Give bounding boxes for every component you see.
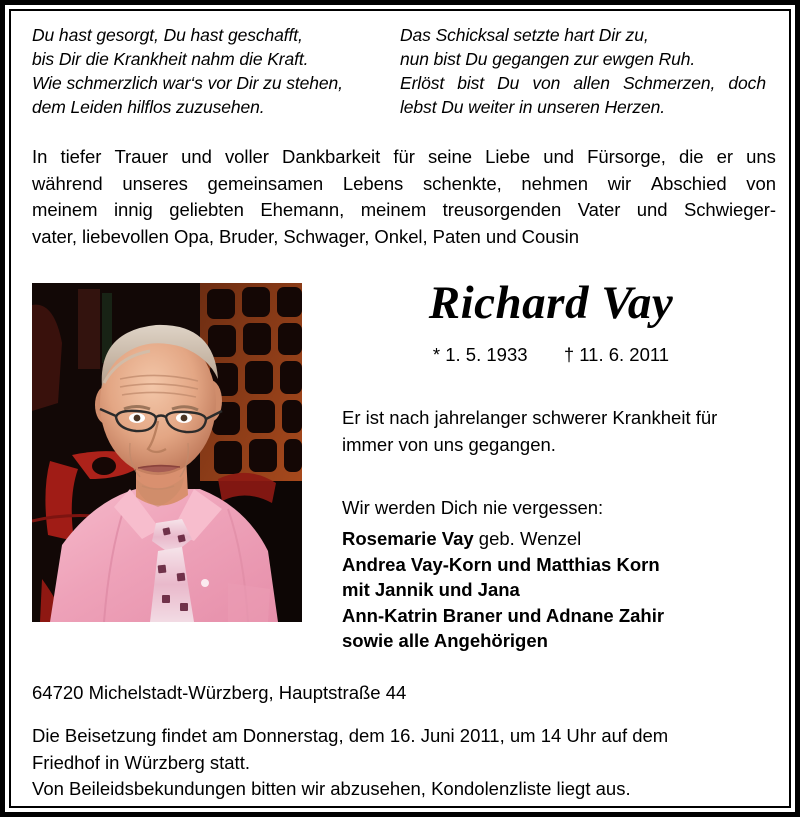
intro-paragraph (32, 144, 776, 250)
birth-symbol: * (432, 344, 441, 365)
word: treusorgenden (442, 199, 562, 220)
word: die (678, 146, 704, 167)
verse-column-left (32, 23, 400, 119)
word: seine (427, 146, 472, 167)
survivor-name: Andrea Vay-Korn und Matthias Korn (342, 553, 660, 575)
funeral-details-line-2: Friedhof in Würzberg statt. (32, 751, 250, 773)
word: uns (746, 146, 776, 167)
funeral-details (32, 723, 776, 803)
portrait-photo (32, 283, 302, 622)
word: tiefer (60, 146, 102, 167)
funeral-details-line-3: Von Beileidsbekundungen bitten wir abzusehen, Kondolenzliste liegt aus. (32, 778, 631, 799)
survivor-maiden-name: geb. Wenzel (473, 528, 582, 549)
word: für (393, 146, 415, 167)
word: Liebe (485, 146, 531, 167)
passing-statement (342, 405, 776, 458)
word: Dankbarkeit (282, 146, 381, 167)
survivor-line (342, 577, 776, 603)
word: meinem (32, 199, 98, 220)
word: Du (497, 73, 520, 93)
verse-left-line-1: Du hast gesorgt, Du hast geschafft, (32, 25, 303, 45)
word: Trauer (114, 146, 168, 167)
word: Abschied (650, 172, 727, 194)
life-dates (341, 343, 761, 367)
intro-line-4: vater, liebevollen Opa, Bruder, Schwager, Onkel, Paten und Cousin (32, 225, 579, 247)
funeral-details-line-1: Die Beisetzung findet am Donnerstag, dem 16. Juni 2011, um 14 Uhr auf dem (32, 725, 669, 746)
word: Lebens (342, 172, 404, 194)
intro-line-1 (32, 144, 776, 171)
word: Fürsorge, (587, 146, 666, 167)
death-notice-inner-frame (9, 9, 791, 808)
word: In (32, 146, 48, 167)
survivor-name: sowie alle Angehörigen (342, 630, 548, 651)
verse-left-line-3: Wie schmerzlich war‘s vor Dir zu stehen, (32, 73, 343, 93)
word: Ehemann, (260, 199, 345, 220)
word: voller (224, 146, 269, 167)
verse-right-line-1: Das Schicksal setzte hart Dir zu, (400, 25, 649, 45)
word: meinem (360, 199, 427, 220)
word: von (532, 73, 561, 93)
remembrance-heading: Wir werden Dich nie vergessen: (342, 497, 604, 518)
memorial-verses (32, 23, 774, 119)
intro-line-3 (32, 197, 776, 224)
passing-statement-line-2: immer von uns gegangen. (342, 433, 556, 455)
word: während (32, 172, 103, 194)
survivor-name: mit Jannik und Jana (342, 579, 520, 600)
survivor-line (342, 526, 776, 552)
survivors-list (342, 526, 776, 654)
word: und (636, 199, 668, 220)
word: allen (573, 73, 610, 93)
deceased-name: Richard Vay (428, 277, 674, 329)
word: Erlöst (400, 73, 445, 93)
verse-column-right (400, 23, 774, 119)
word: schenkte, (422, 172, 502, 194)
death-date: 11. 6. 2011 (579, 344, 670, 365)
verse-left-line-4: dem Leiden hilflos zuzusehen. (32, 97, 265, 117)
word: von (746, 172, 776, 194)
word: Schmerzen, (622, 73, 716, 93)
word: er (716, 146, 733, 167)
word: und (543, 146, 574, 167)
verse-right-line-3 (400, 71, 766, 95)
intro-line-2 (32, 171, 776, 198)
verse-left-line-2: bis Dir die Krankheit nahm die Kraft. (32, 49, 309, 69)
word: Schwieger- (683, 199, 776, 220)
word: nehmen (521, 172, 588, 194)
word: innig (113, 199, 153, 220)
survivor-line (342, 603, 776, 629)
survivor-line (342, 552, 776, 578)
word: Vater (577, 199, 621, 220)
family-address: 64720 Michelstadt-Würzberg, Hauptstraße 44 (32, 682, 407, 703)
survivor-name: Rosemarie Vay (342, 528, 474, 549)
word: geliebten (169, 199, 244, 220)
word: gemeinsamen (207, 172, 324, 194)
word: doch (728, 73, 766, 93)
birth-date: 1. 5. 1933 (445, 344, 528, 365)
word: wir (607, 172, 632, 194)
survivor-name: Ann-Katrin Braner und Adnane Zahir (342, 604, 665, 626)
verse-right-line-4: lebst Du weiter in unseren Herzen. (400, 97, 666, 117)
death-symbol: † (563, 344, 575, 365)
word: und (181, 146, 212, 167)
word: bist (457, 73, 485, 93)
word: unseres (122, 172, 188, 194)
survivor-line (342, 628, 776, 654)
passing-statement-line-1: Er ist nach jahrelanger schwerer Krankheit für (342, 407, 718, 428)
portrait-photo-image (32, 283, 302, 622)
verse-right-line-2: nun bist Du gegangen zur ewgen Ruh. (400, 49, 696, 69)
